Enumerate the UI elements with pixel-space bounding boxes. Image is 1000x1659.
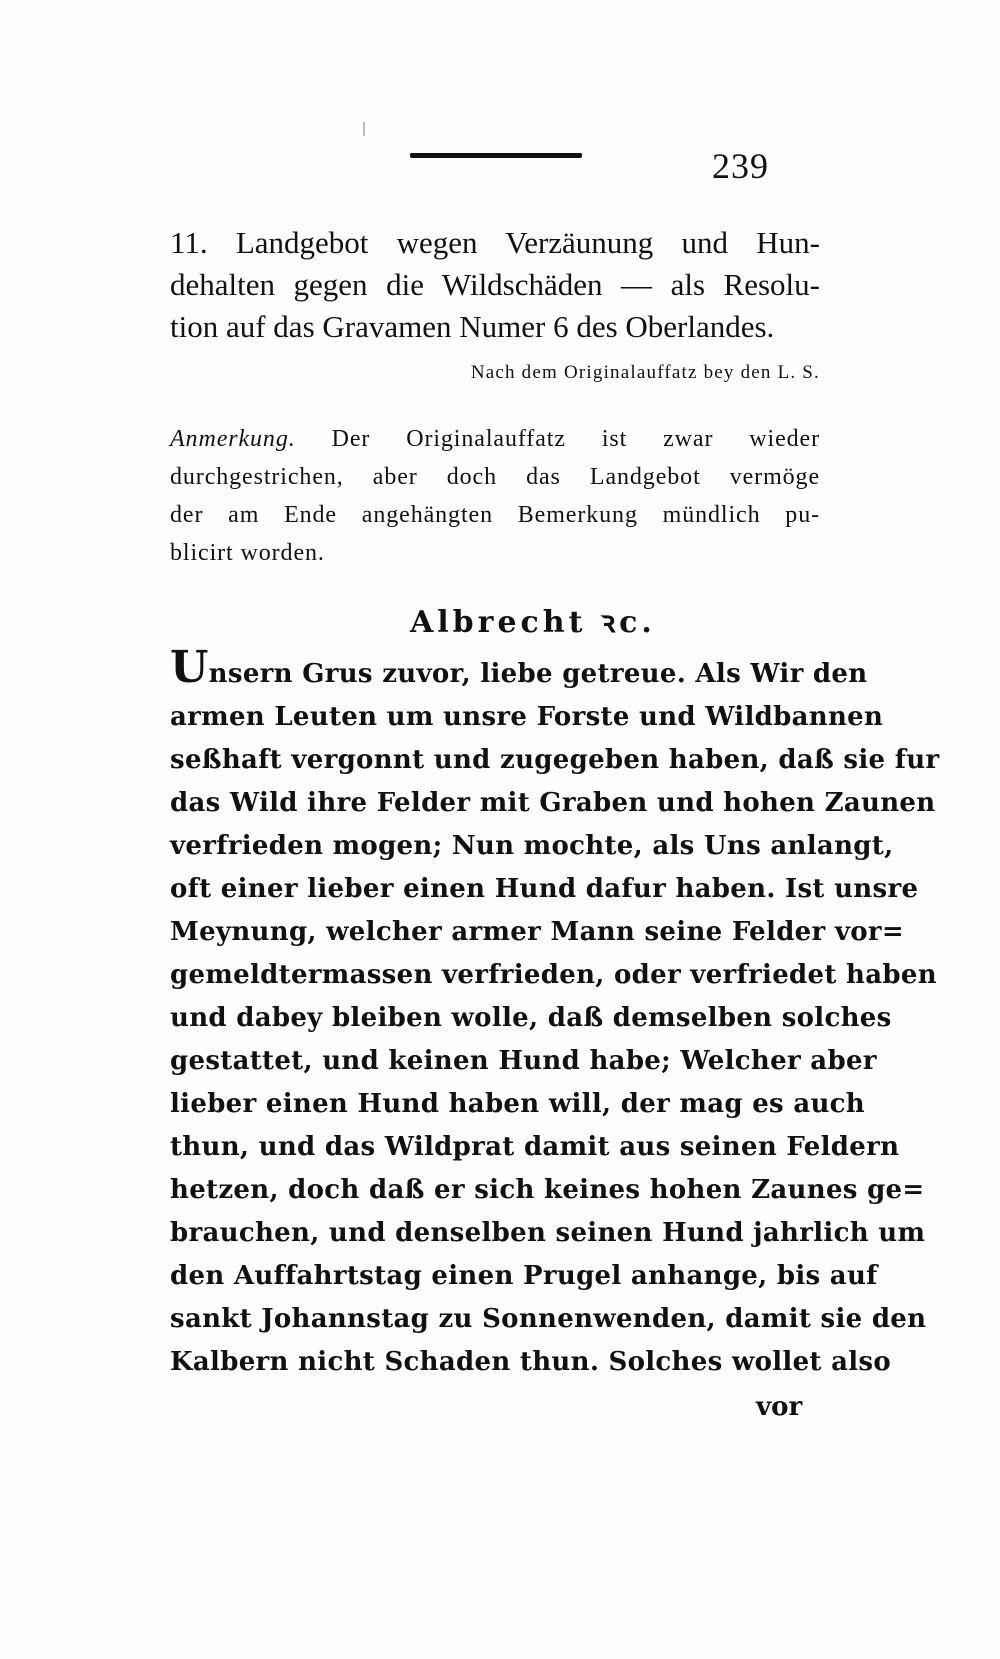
page-number: 239 bbox=[712, 146, 769, 186]
decree-text bbox=[170, 642, 940, 1384]
decree-line: hetzen, doch daß er sich keines hohen Zaunes ge= bbox=[170, 1175, 925, 1205]
section-heading bbox=[170, 222, 820, 348]
decree-line-1-text: nsern Grus zuvor, liebe getreue. Als Wir den bbox=[208, 659, 868, 689]
decree-line-1 bbox=[170, 642, 868, 696]
source-note: Nach dem Originalauffatz bey den L. S. bbox=[470, 362, 820, 383]
decree-line: verfrieden mogen; Nun mochte, als Uns anlangt, bbox=[170, 831, 894, 861]
decree-line: brauchen, und denselben seinen Hund jahrlich um bbox=[170, 1218, 926, 1248]
printer-mark bbox=[363, 122, 365, 136]
decree-line: den Auffahrtstag einen Prugel anhange, bis auf bbox=[170, 1261, 878, 1291]
decree-line: gemeldtermassen verfrieden, oder verfriedet haben bbox=[170, 960, 937, 990]
decree-line: thun, und das Wildprat damit aus seinen Feldern bbox=[170, 1132, 900, 1162]
heading-line-3: tion auf das Gravamen Numer 6 des Oberlandes. bbox=[170, 309, 775, 344]
remark-line-1-text: Der Originalauffatz ist zwar wieder bbox=[331, 426, 821, 452]
remark-line-2: durchgestrichen, aber doch das Landgebot vermöge bbox=[170, 464, 820, 490]
decree-line: und dabey bleiben wolle, daß demselben solches bbox=[170, 1003, 892, 1033]
decree-line: armen Leuten um unsre Forste und Wildbannen bbox=[170, 702, 884, 732]
decree-line: Kalbern nicht Schaden thun. Solches wollet also bbox=[170, 1347, 891, 1377]
remark-label: Anmerkung. bbox=[170, 426, 296, 452]
remark-paragraph bbox=[170, 420, 820, 572]
decree-line: sankt Johannstag zu Sonnenwenden, damit sie den bbox=[170, 1304, 927, 1334]
remark-line-3: der am Ende angehängten Bemerkung mündlich pu- bbox=[170, 502, 820, 528]
decree-line: gestattet, und keinen Hund habe; Welcher aber bbox=[170, 1046, 877, 1076]
remark-line-4: blicirt worden. bbox=[170, 540, 325, 566]
decree-line: seßhaft vergonnt und zugegeben haben, daß sie fur bbox=[170, 745, 940, 775]
remark-line-1 bbox=[170, 420, 820, 458]
heading-line-1: 11. Landgebot wegen Verzäunung und Hun- bbox=[170, 225, 820, 260]
decree-line: lieber einen Hund haben will, der mag es auch bbox=[170, 1089, 866, 1119]
decree-line: oft einer lieber einen Hund dafur haben. Ist unsre bbox=[170, 874, 919, 904]
catchword: vor bbox=[756, 1392, 803, 1422]
header-rule bbox=[410, 153, 582, 158]
ruler-name: Albrecht ꝛc. bbox=[410, 605, 656, 640]
heading-line-2: dehalten gegen die Wildschäden — als Resolu- bbox=[170, 267, 820, 302]
decree-line: das Wild ihre Felder mit Graben und hohen Zaunen bbox=[170, 788, 936, 818]
drop-cap: U bbox=[170, 642, 209, 693]
decree-line: Meynung, welcher armer Mann seine Felder vor= bbox=[170, 917, 904, 947]
